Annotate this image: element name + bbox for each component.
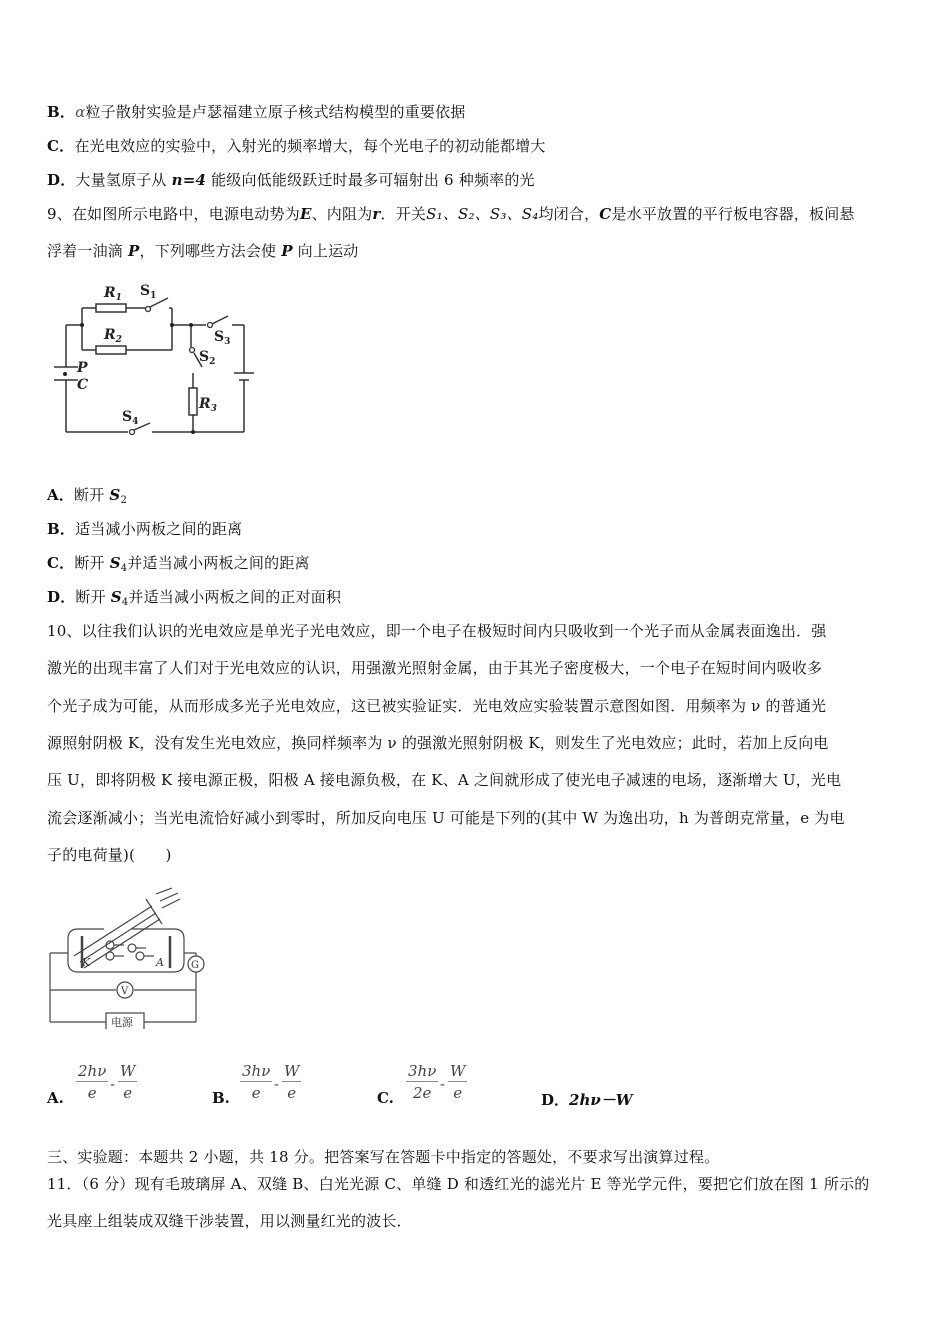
q10-stem-line: 源照射阴极 K，没有发生光电效应，换同样频率为 ν 的强激光照射阴极 K，则发生了光电效应；此时，若加上反向电 (47, 734, 829, 752)
label-p: P (77, 360, 88, 376)
q9-option-a (47, 485, 127, 511)
label-s1: $S_1$ (140, 283, 157, 301)
q10-photoelectric-apparatus (44, 884, 214, 1029)
label-r3: $R_3$ (199, 396, 217, 414)
numerator: 3hν (408, 1062, 437, 1080)
text: ．开关 (380, 205, 427, 223)
power-supply-label: 电源 (111, 1016, 133, 1029)
section-3-heading: 三、实验题：本题共 2 小题，共 18 分。把答案写在答题卡中指定的答题处，不要求写出演算过程。 (47, 1148, 720, 1166)
minus-sign: - (110, 1075, 116, 1093)
math-r: r (372, 205, 381, 223)
denominator: e (87, 1084, 97, 1102)
q10-option-d (541, 1089, 633, 1110)
label-k: K (82, 956, 91, 969)
q10-option-c-label: C. (377, 1089, 394, 1107)
text: 浮着一油滴 (47, 242, 128, 260)
q10-option-a-label: A. (47, 1089, 64, 1107)
option-text: 断开 (74, 486, 110, 504)
option-label: C． (47, 554, 75, 572)
math-S: S (110, 588, 122, 606)
numerator: 2hν (78, 1062, 107, 1080)
subscript: 4 (120, 563, 128, 574)
q9-option-c (47, 553, 310, 579)
q10-option-c-frac1 (406, 1062, 438, 1102)
q8-option-d (47, 170, 535, 190)
option-text: 并适当减小两板之间的正对面积 (128, 588, 342, 606)
q10-stem-line: 压 U，即将阴极 K 接电源正极，阳极 A 接电源负极，在 K、A 之间就形成了使光电子减速的电场，逐渐增大 U，光电 (47, 771, 842, 789)
text: ，下列哪些方法会使 (139, 242, 282, 260)
math-P: P (127, 242, 140, 260)
q9-option-d (47, 587, 341, 613)
q10-stem-line: 流会逐渐减小；当光电流恰好减小到零时，所加反向电压 U 可能是下列的(其中 W 为逸出功，h 为普朗克常量，e 为电 (47, 809, 845, 827)
q9-stem-line2 (47, 241, 359, 261)
q9-option-b (47, 519, 242, 539)
q10-option-a-frac2 (118, 1062, 137, 1102)
label-r1: $R_1$ (104, 285, 122, 303)
minus-sign: - (440, 1075, 446, 1093)
option-text: 断开 (74, 554, 110, 572)
q9-stem-line1 (47, 204, 855, 224)
math-switches: S₁、S₂、S₃、S₄ (426, 205, 539, 223)
text: 均闭合， (538, 205, 600, 223)
option-label: D． (541, 1091, 570, 1109)
option-expr: 2hν－W (569, 1091, 633, 1109)
q10-option-a-frac1 (76, 1062, 108, 1102)
numerator: W (450, 1062, 466, 1080)
q10-stem-line: 10、以往我们认识的光电效应是单光子光电效应，即一个电子在极短时间内只吸收到一个光子而从金属表面逸出．强 (47, 622, 827, 640)
math-P: P (281, 242, 293, 260)
q10-option-b-frac1 (240, 1062, 272, 1102)
option-text: 并适当减小两板之间的距离 (127, 554, 310, 572)
denominator: e (123, 1084, 133, 1102)
option-label: B． (47, 520, 76, 538)
q10-option-b-label: B. (212, 1089, 230, 1107)
numerator: W (284, 1062, 300, 1080)
numerator: W (120, 1062, 136, 1080)
denominator: e (453, 1084, 463, 1102)
option-label: D． (47, 588, 76, 606)
galvanometer-label: G (191, 960, 199, 971)
math-C: C (599, 205, 612, 223)
option-text: 适当减小两板之间的距离 (75, 520, 243, 538)
option-label: A． (47, 486, 75, 504)
q11-stem-line2: 光具座上组装成双缝干涉装置，用以测量红光的波长． (47, 1212, 412, 1230)
option-text: 断开 (75, 588, 111, 606)
math-S: S (109, 486, 121, 504)
label-s2: $S_2$ (199, 349, 216, 367)
math-E: E (299, 205, 312, 223)
q11-stem-line1: 11．（6 分）现有毛玻璃屏 A、双缝 B、白光光源 C、单缝 D 和透红光的滤光片 E 等光学元件，要把它们放在图 1 所示的 (47, 1175, 870, 1193)
label-s3: $S_3$ (214, 329, 231, 347)
q8-option-c (47, 136, 546, 156)
q9-circuit-diagram (44, 275, 264, 445)
q10-stem-line: 激光的出现丰富了人们对于光电效应的认识，用强激光照射金属，由于其光子密度极大，一个电子在短时间内吸收多 (47, 659, 823, 677)
q10-option-b-frac2 (282, 1062, 301, 1102)
minus-sign: - (274, 1075, 280, 1093)
voltmeter-label: V (121, 986, 129, 997)
subscript: 4 (121, 597, 129, 608)
label-c: C (77, 377, 89, 393)
label-a: A (156, 956, 164, 969)
math-S: S (109, 554, 121, 572)
subscript: 2 (120, 495, 128, 506)
q10-stem-line: 个光子成为可能，从而形成多光子光电效应，这已被实验证实．光电效应实验装置示意图如图．用频率为 ν 的普通光 (47, 697, 827, 715)
label-s4: $S_4$ (122, 409, 139, 427)
text: 向上运动 (292, 242, 359, 260)
option-label: C． (47, 137, 75, 155)
label-r2: $R_2$ (104, 327, 122, 345)
denominator: e (287, 1084, 297, 1102)
option-text: 在光电效应的实验中，入射光的频率增大，每个光电子的初动能都增大 (74, 137, 546, 155)
denominator: e (251, 1084, 261, 1102)
q10-stem-line: 子的电荷量)( ) (47, 846, 172, 864)
option-label: B． (47, 103, 76, 121)
numerator: 3hν (242, 1062, 271, 1080)
q8-option-b (47, 102, 465, 122)
alpha-symbol: α (75, 103, 86, 121)
option-text: 粒子散射实验是卢瑟福建立原子核式结构模型的重要依据 (85, 103, 466, 121)
option-text: 大量氢原子从 (75, 171, 172, 189)
option-text: 能级向低能级跃迁时最多可辐射出 6 种频率的光 (206, 171, 535, 189)
option-label: D． (47, 171, 76, 189)
text: 是水平放置的平行板电容器，板间悬 (611, 205, 855, 223)
denominator: 2e (412, 1084, 432, 1102)
q10-option-c-frac2 (448, 1062, 467, 1102)
text: 、内阻为 (311, 205, 373, 223)
math-n: n=4 (171, 171, 207, 189)
text: 9、在如图所示电路中，电源电动势为 (47, 205, 300, 223)
